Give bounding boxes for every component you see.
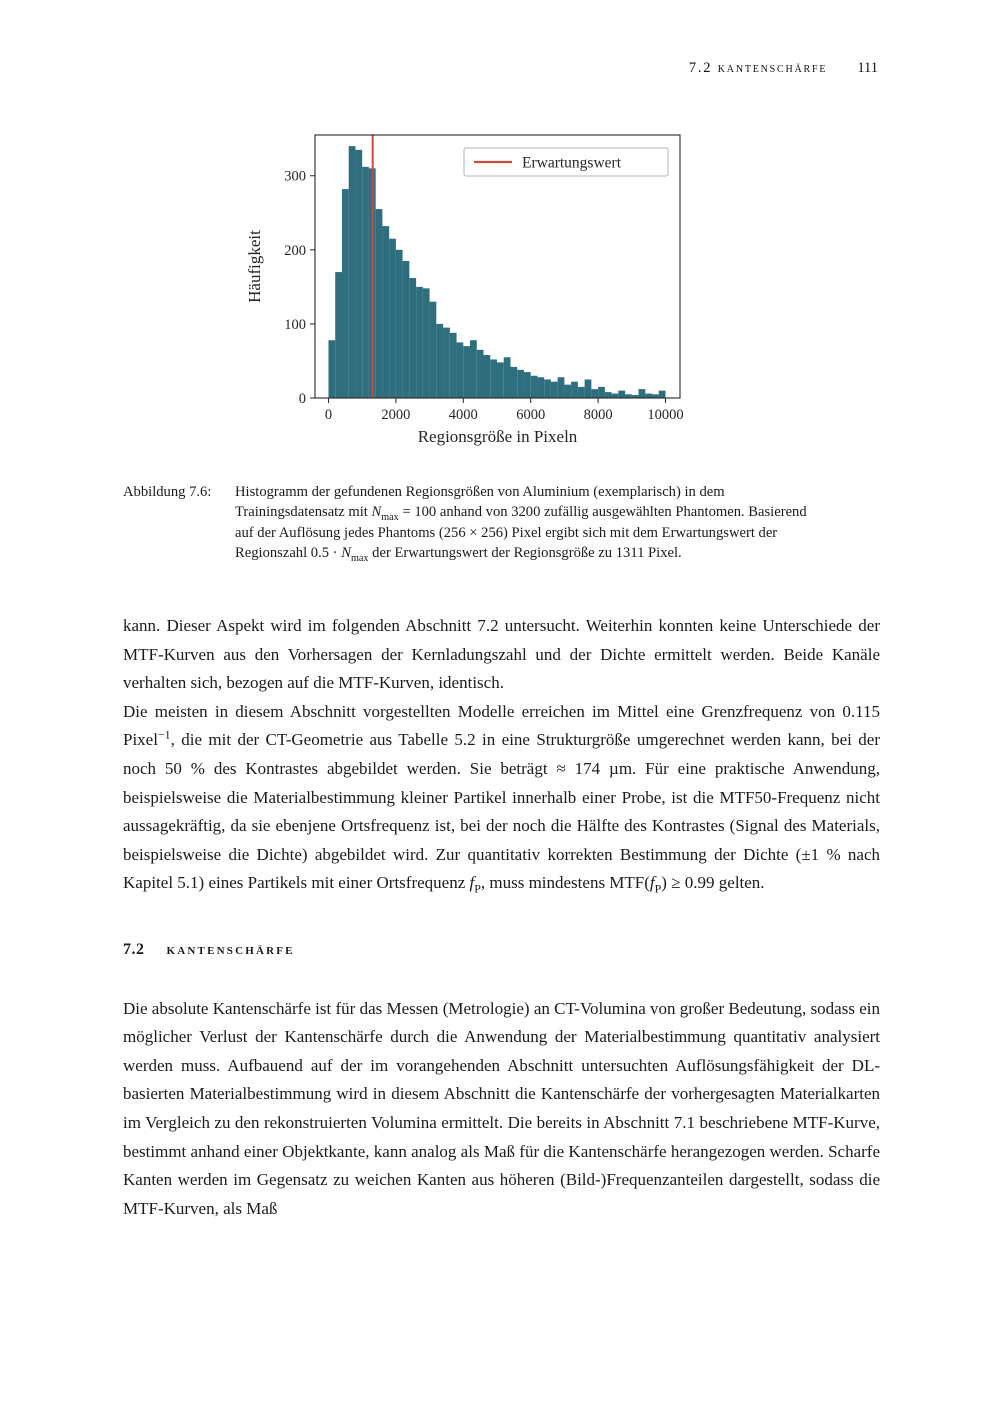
histogram-bar xyxy=(389,239,396,398)
histogram-bar xyxy=(517,370,524,398)
svg-text:100: 100 xyxy=(284,316,306,333)
histogram-bar xyxy=(618,391,625,398)
figure-caption-label: Abbildung 7.6: xyxy=(123,484,212,500)
svg-text:4000: 4000 xyxy=(448,407,478,423)
histogram-bar xyxy=(652,394,659,398)
histogram-bar xyxy=(423,288,430,398)
histogram-bar xyxy=(571,382,578,398)
histogram-bar xyxy=(403,261,410,398)
histogram-bar xyxy=(362,167,369,398)
histogram-bar xyxy=(477,350,484,398)
histogram-bar xyxy=(531,376,538,398)
histogram-bar xyxy=(457,342,464,398)
histogram-figure xyxy=(240,122,700,457)
histogram-bar xyxy=(335,272,342,398)
histogram-bar xyxy=(470,340,477,398)
histogram-bar xyxy=(376,209,383,398)
histogram-bar xyxy=(484,355,491,398)
figure-caption-text: Histogramm der gefundenen Regionsgrößen von Aluminium (exemplarisch) in dem Trainingsdatensatz mit $N_{max} = 100$ anhand von 3200 zufällig ausgewählten Phantomen. Basierend auf der Auflösung jedes Phantoms (256 × 256) Pixel ergibt sich mit dem Erwartungswert der Regionszahl $0.5 \cdot N_{max}$ der Erwartungswert der Regionsgröße zu 1311 Pixel. xyxy=(235,484,807,565)
svg-text:200: 200 xyxy=(284,242,306,259)
legend-label: Erwartungswert xyxy=(522,154,621,172)
histogram-bar xyxy=(430,302,437,398)
histogram-chart xyxy=(240,122,700,457)
svg-text:0: 0 xyxy=(324,407,333,423)
histogram-bar xyxy=(409,278,416,398)
histogram-bar xyxy=(578,387,585,398)
histogram-bar xyxy=(355,150,362,398)
body-text xyxy=(123,612,880,1223)
histogram-bar xyxy=(659,391,666,398)
histogram-bar xyxy=(564,385,571,398)
histogram-bar xyxy=(598,387,605,398)
histogram-bar xyxy=(443,328,450,398)
histogram-bar xyxy=(591,389,598,398)
histogram-bar xyxy=(436,324,443,398)
svg-text:2000: 2000 xyxy=(381,407,411,423)
histogram-bar xyxy=(612,394,619,398)
svg-text:Regionsgröße in Pixeln: Regionsgröße in Pixeln xyxy=(417,427,578,446)
header-section-number: 7.2 xyxy=(688,60,713,76)
histogram-bar xyxy=(497,362,504,398)
header-section-title: kantenschärfe xyxy=(717,60,828,76)
svg-text:8000: 8000 xyxy=(583,407,613,423)
histogram-bar xyxy=(396,250,403,398)
histogram-bar xyxy=(585,379,592,398)
histogram-bar xyxy=(504,357,511,398)
paragraph-3: Die absolute Kantenschärfe ist für das Messen (Metrologie) an CT-Volumina von großer Bedeutung, sodass ein möglicher Verlust der Kantenschärfe durch die Anwendung der Materialbestimmung quantitativ analysiert werden muss. Aufbauend auf der im vorangehenden Abschnitt untersuchten Auflösungsfähigkeit der DL-basierten Materialbestimmung wird in diesem Abschnitt die Kantenschärfe der vorhergesagten Materialkarten im Vergleich zu den rekonstruierten Volumina ermittelt. Die bereits in Abschnitt 7.1 beschriebene MTF-Kurve, bestimmt anhand einer Objektkante, kann analog als Maß für die Kantenschärfe herangezogen werden. Scharfe Kanten werden im Gegensatz zu weichen Kanten aus höheren (Bild-)Frequenzanteilen dargestellt, sodass die MTF-Kurven, als Maß xyxy=(123,998,880,1218)
histogram-bar xyxy=(551,382,558,398)
histogram-bar xyxy=(645,394,652,398)
svg-text:300: 300 xyxy=(284,168,306,185)
histogram-bar xyxy=(416,287,423,398)
header-section xyxy=(689,60,828,77)
page-number: 111 xyxy=(857,60,878,76)
histogram-bar xyxy=(537,377,544,398)
paragraph-1: kann. Dieser Aspekt wird im folgenden Abschnitt 7.2 untersucht. Weiterhin konnten keine Unterschiede der MTF-Kurven aus den Vorhersagen der Kernladungszahl und der Dichte ermittelt werden. Beide Kanäle verhalten sich, bezogen auf die MTF-Kurven, identisch. xyxy=(123,616,880,693)
section-heading-number: 7.2 xyxy=(123,940,145,958)
figure-caption xyxy=(123,482,835,564)
svg-text:6000: 6000 xyxy=(516,407,546,423)
histogram-bar xyxy=(342,189,349,398)
histogram-bar xyxy=(605,392,612,398)
running-header xyxy=(689,60,878,77)
section-heading xyxy=(123,936,880,965)
histogram-bar xyxy=(510,367,517,398)
svg-text:0: 0 xyxy=(298,391,306,407)
histogram-bar xyxy=(544,379,551,398)
histogram-bar xyxy=(349,146,356,398)
section-heading-title: kantenschärfe xyxy=(166,940,295,958)
svg-text:10000: 10000 xyxy=(647,407,684,423)
paragraph-2: Die meisten in diesem Abschnitt vorgestellten Modelle erreichen im Mittel eine Grenzfrequenz von 0.115 Pixel$^{-1}$, die mit der CT-Geometrie aus Tabelle 5.2 in eine Strukturgröße umgerechnet werden kann, bei der noch 50 % des Kontrastes abgebildet werden. Sie beträgt ≈ 174 µm. Für eine praktische Anwendung, beispielsweise die Materialbestimmung kleiner Partikel innerhalb einer Probe, ist die MTF50-Frequenz nicht aussagekräftig, da sie ebenjene Ortsfrequenz ist, bei der noch die Hälfte des Kontrastes (Signal des Materials, beispielsweise die Dichte) abgebildet wird. Zur quantitativ korrekten Bestimmung der Dichte (±1 % nach Kapitel 5.1) eines Partikels mit einer Ortsfrequenz $f_P$, muss mindestens $MTF(f_P) \ge 0.99$ gelten. xyxy=(123,701,880,896)
histogram-bar xyxy=(639,389,646,398)
histogram-bar xyxy=(490,359,497,398)
histogram-bar xyxy=(382,226,389,398)
histogram-bar xyxy=(558,377,565,398)
histogram-bar xyxy=(625,394,632,398)
svg-text:Häufigkeit: Häufigkeit xyxy=(245,230,264,303)
histogram-bar xyxy=(524,372,531,398)
histogram-bar xyxy=(328,340,335,398)
histogram-bar xyxy=(463,346,470,398)
histogram-bar xyxy=(450,333,457,398)
